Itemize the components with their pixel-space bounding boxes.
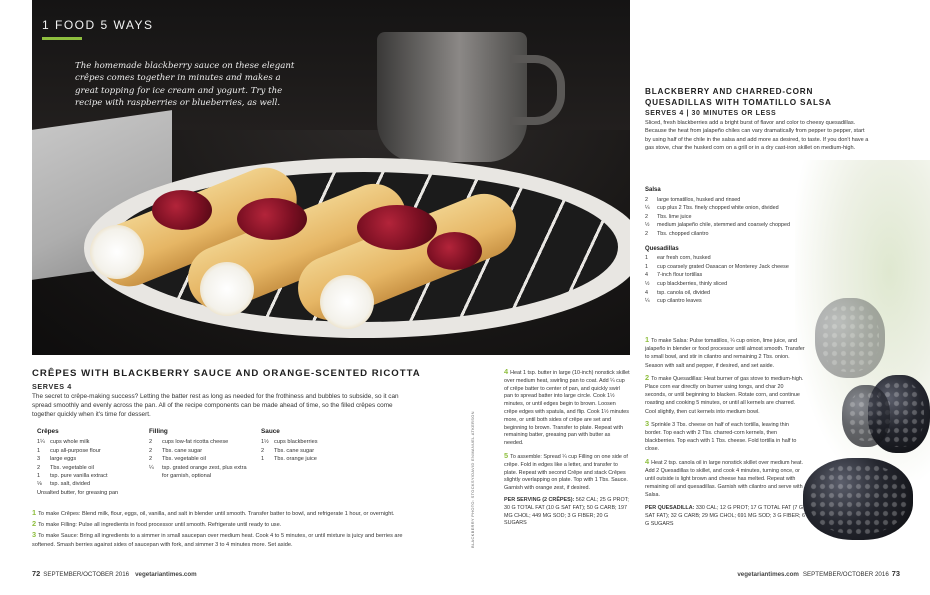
metal-cup-handle-image bbox=[510, 55, 565, 125]
ingredient-item: Unsalted butter, for greasing pan bbox=[37, 489, 119, 496]
series-accent-bar bbox=[42, 37, 82, 40]
metal-cup-image bbox=[377, 32, 527, 162]
left-page-number: 72 bbox=[32, 569, 41, 578]
left-recipe-steps-continued bbox=[504, 368, 630, 528]
ingredient-item: ¼ cup plus 2 Tbs. finely chopped white onion, divided bbox=[645, 205, 779, 212]
ingredient-heading: Filling bbox=[149, 428, 168, 435]
right-recipe-steps bbox=[645, 336, 805, 528]
ingredient-item: ⅛ tsp. salt, divided bbox=[37, 481, 91, 488]
right-page-number: 73 bbox=[891, 569, 900, 578]
ingredient-heading: Salsa bbox=[645, 187, 661, 193]
left-recipe-steps bbox=[32, 509, 427, 551]
right-recipe-ingredients bbox=[645, 183, 805, 306]
ingredient-item: 1 tsp. pure vanilla extract bbox=[37, 473, 108, 480]
ingredient-item: 3 large eggs bbox=[37, 456, 77, 463]
ingredient-item: 1 cup all-purpose flour bbox=[37, 447, 101, 454]
ingredient-item: ½ cup blackberries, thinly sliced bbox=[645, 280, 728, 287]
left-recipe-serves: SERVES 4 bbox=[32, 382, 72, 391]
right-recipe-serves: SERVES 4 | 30 MINUTES OR LESS bbox=[645, 110, 777, 117]
recipe-step: 2 To make Quesadillas: Heat burner of gas stove to medium-high. Place corn ear directly on burner using tongs, and char 20 seconds, or until beginning to blacken. Rotate corn, and continue roasting and cooking 5 minutes, or until all kernels are charred. Cool slightly, then cut kernels into medium bowl. bbox=[645, 372, 804, 415]
ingredient-item: 1½ cups blackberries bbox=[261, 439, 318, 446]
blackberry-sauce-image bbox=[427, 232, 482, 270]
ingredient-heading: Sauce bbox=[261, 428, 280, 435]
ingredient-item: ¼ tsp. grated orange zest, plus extra for garnish, optional bbox=[149, 464, 247, 480]
blackberry-image bbox=[842, 385, 890, 447]
ingredient-item: 2 large tomatillos, husked and rinsed bbox=[645, 196, 741, 203]
left-footer bbox=[32, 569, 197, 578]
ingredient-item: 1 Tbs. orange juice bbox=[261, 456, 317, 463]
ingredient-item: 2 Tbs. vegetable oil bbox=[149, 456, 206, 463]
ingredient-item: 2 Tbs. vegetable oil bbox=[37, 464, 94, 471]
series-title: 1 FOOD 5 WAYS bbox=[42, 18, 154, 32]
ingredients-crepes bbox=[37, 428, 147, 497]
recipe-step: 4 Heat 2 tsp. canola oil in large nonstick skillet over medium heat. Add 2 Quesadillas to skillet, and cook 4 minutes, turning once, or until outside is light brown and cheese has melted. Repeat with remaining oil and quesadillas. Garnish with cilantro and serve with Salsa. bbox=[645, 456, 804, 499]
ingredient-item: 4 tsp. canola oil, divided bbox=[645, 289, 711, 296]
right-nutrition: PER QUESADILLA: 330 CAL; 12 G PROT; 17 G TOTAL FAT (7 G SAT FAT); 32 G CARB; 29 MG CHOL; 691 MG SOD; 3 G FIBER; 6 G SUGARS bbox=[645, 504, 805, 528]
ricotta-filling-image bbox=[90, 225, 144, 279]
ingredient-heading: Crêpes bbox=[37, 428, 59, 435]
ingredient-item: 2 cups low-fat ricotta cheese bbox=[149, 439, 229, 446]
right-site-url: vegetariantimes.com bbox=[737, 571, 799, 578]
recipe-step: 4 Heat 1 tsp. butter in large (10-inch) nonstick skillet over medium heat, swirling pan to coat. Add ¼ cup of crêpe batter to center of pan, and quickly swirl pan to spread batter into large circle. Cook 1½ minutes, or until edges begin to brown. Loosen crêpe edges with spatula, and flip. Cook 1½ minutes more, or until both sides of crêpe are set and beginning to brown. Transfer to plate. Repeat with remaining batter, greasing pan with butter as needed. bbox=[504, 367, 630, 447]
crepes-photo bbox=[32, 0, 630, 355]
left-site-url: vegetariantimes.com bbox=[135, 571, 197, 578]
ingredient-item: 4 7-inch flour tortillas bbox=[645, 272, 703, 279]
ingredient-item: ¼ cup cilantro leaves bbox=[645, 298, 702, 305]
photo-credit: BLACKBERRY PHOTO: STOCKSY/DAVID ENMANUEL ATKERSON bbox=[470, 411, 475, 548]
ingredient-item: 1 cup coarsely grated Oaxacan or Monterey Jack cheese bbox=[645, 263, 789, 270]
blackberry-sauce-image bbox=[152, 190, 212, 230]
left-issue: SEPTEMBER/OCTOBER 2016 bbox=[43, 571, 130, 578]
blackberry-sauce-image bbox=[237, 198, 307, 240]
ricotta-filling-image bbox=[320, 275, 374, 329]
ingredient-item: 2 Tbs. cane sugar bbox=[149, 447, 203, 454]
blackberry-image bbox=[815, 298, 885, 378]
recipe-step: 5 To assemble: Spread ¼ cup Filling on one side of crêpe. Fold in edges like a letter, and transfer to plate. Repeat with second Crêpe and stack Crêpes slightly overlapping on plate. Top with 1 Tbs. Sauce. Garnish with orange zest, if desired. bbox=[504, 450, 628, 492]
right-issue: SEPTEMBER/OCTOBER 2016 bbox=[802, 571, 889, 578]
ingredient-item: ½ medium jalapeño chile, stemmed and coarsely chopped bbox=[645, 222, 791, 229]
ingredients-sauce bbox=[261, 428, 351, 464]
ingredient-item: 1 ear fresh corn, husked bbox=[645, 255, 711, 262]
left-nutrition: PER SERVING (2 CRÊPES): 562 CAL; 25 G PROT; 30 G TOTAL FAT (10 G SAT FAT); 50 G CARB; 197 MG CHOL; 449 MG SOD; 3 G FIBER; 20 G SUGARS bbox=[504, 496, 629, 527]
right-recipe-description: Sliced, fresh blackberries add a bright burst of flavor and color to cheesy quesadillas. Because the heat from jalapeño chiles can vary dramatically from pepper to pepper, start by using half of the chile in the salsa and add more as desired, to taste. If you don't have a gas stove, char the husked corn on a grill or in a dry cast-iron skillet on medium-high. bbox=[645, 120, 869, 152]
recipe-step: 1 To make Crêpes: Blend milk, flour, eggs, oil, vanilla, and salt in blender until smooth. Transfer batter to bowl, and refrigerate 1 hour, or overnight. bbox=[32, 508, 395, 517]
ingredient-item: 2 Tbs. lime juice bbox=[645, 213, 692, 220]
ingredient-item: 1¼ cups whole milk bbox=[37, 439, 90, 446]
recipe-step: 3 To make Sauce: Bring all ingredients to a simmer in small saucepan over medium heat. Cook 4 to 5 minutes, or until mixture is juicy and berries are softened. Smash berries against sides of saucepan with fork, and simmer 3 to 4 minutes more. Set aside. bbox=[32, 530, 403, 548]
right-footer bbox=[737, 569, 900, 578]
blackberry-sauce-image bbox=[357, 205, 437, 250]
ingredient-heading: Quesadillas bbox=[645, 245, 679, 252]
right-recipe-title: BLACKBERRY AND CHARRED-CORN QUESADILLAS WITH TOMATILLO SALSA bbox=[645, 87, 832, 107]
ingredient-item: 2 Tbs. cane sugar bbox=[261, 447, 315, 454]
left-recipe-description: The secret to crêpe-making success? Letting the batter rest as long as needed for the frothiness and bubbles to subside, so it can spread smoothly and evenly across the pan. All of the recipe components can be made ahead of time, so the filled crêpes come together quickly when it's time for dessert. bbox=[32, 393, 399, 418]
recipe-step: 1 To make Salsa: Pulse tomatillos, ¼ cup onion, lime juice, and jalapeño in blender or food processor until almost smooth. Transfer to small bowl, and stir in cilantro and remaining 2 Tbs. onion. Season with salt and pepper, if desired, and set aside. bbox=[645, 335, 805, 369]
ingredients-filling bbox=[149, 428, 249, 480]
blackberry-image bbox=[803, 458, 913, 540]
recipe-step: 3 Sprinkle 3 Tbs. cheese on half of each tortilla, leaving thin border. Top each with 2 Tbs. charred-corn kernels, then blackberries. Top each with 1 Tbs. cheese. Fold tortilla in half to close. bbox=[645, 418, 797, 453]
ricotta-filling-image bbox=[200, 262, 254, 316]
recipe-step: 2 To make Filling: Pulse all ingredients in food processor until smooth. Refrigerate until ready to use. bbox=[32, 519, 282, 529]
ingredient-item: 2 Tbs. chopped cilantro bbox=[645, 230, 709, 237]
intro-text: The homemade blackberry sauce on these elegant crêpes comes together in minutes and makes a great topping for ice cream and yogurt. Try the recipe with raspberries or blueberries, as well. bbox=[75, 61, 295, 109]
left-recipe-title: CRÊPES WITH BLACKBERRY SAUCE AND ORANGE-SCENTED RICOTTA bbox=[32, 368, 421, 379]
